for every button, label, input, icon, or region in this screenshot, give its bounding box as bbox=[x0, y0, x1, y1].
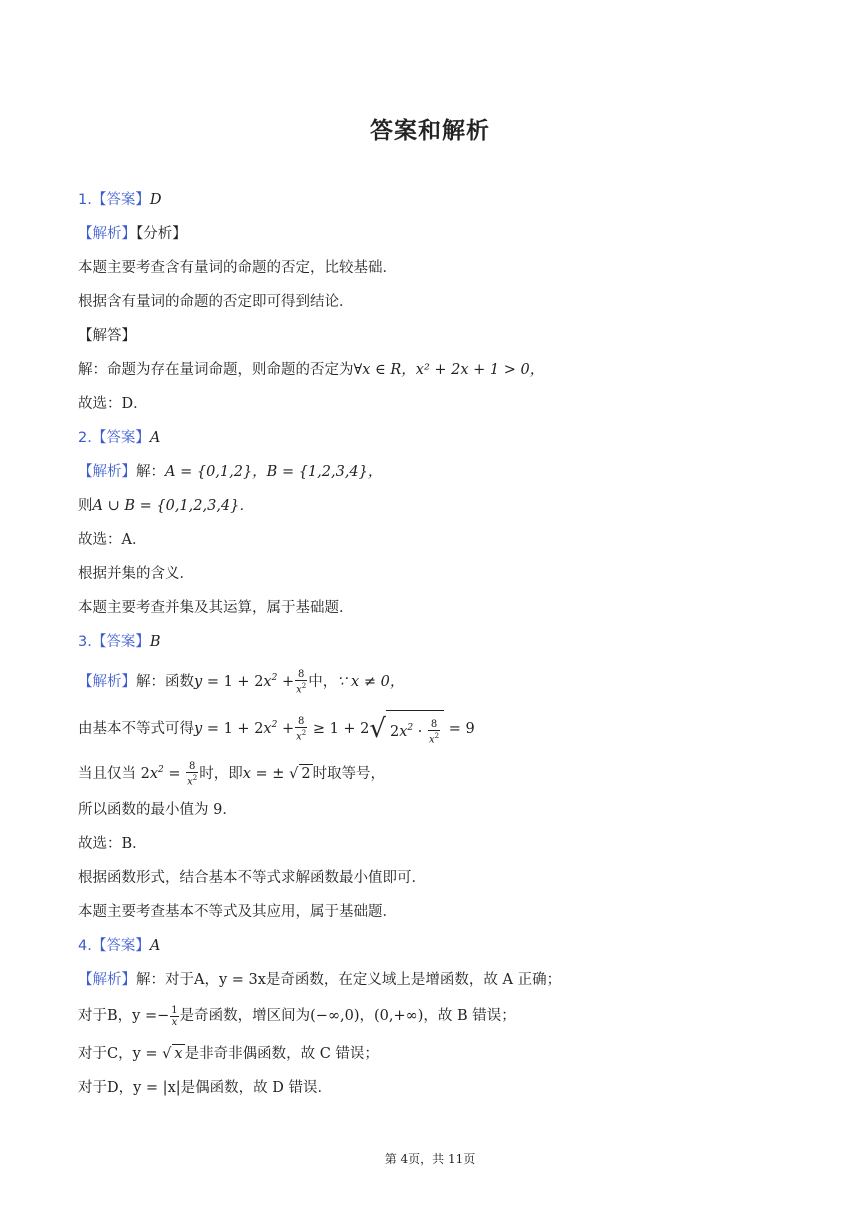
q3-equality-line bbox=[78, 758, 798, 787]
q4-analysis-tag: 【解析】 bbox=[78, 972, 136, 988]
q3-function-line bbox=[78, 666, 798, 695]
q3-x-value-math: x = ± √ 2 bbox=[242, 765, 311, 782]
q1-answer-line bbox=[78, 190, 798, 210]
sqrt-symbol: √ $2x^2$ · $\frac{8}{x^2}$ bbox=[369, 710, 444, 748]
q3-condition-math: ∵ x ≠ 0， bbox=[337, 673, 405, 690]
q1-number: 1. bbox=[78, 192, 92, 208]
q4-number: 4. bbox=[78, 938, 92, 954]
fraction: $\frac{8}{x^2}$ bbox=[296, 668, 307, 695]
q3-text-line: 根据函数形式，结合基本不等式求解函数最小值即可． bbox=[78, 870, 426, 886]
fraction: $\frac{8}{x^2}$ bbox=[296, 715, 307, 743]
q3-text: 解：函数 bbox=[136, 673, 194, 690]
q3-equality-math: $2x^2$ = $\frac{8}{x^2}$ bbox=[140, 760, 198, 787]
q2-text-line: 本题主要考查并集及其运算，属于基础题． bbox=[78, 600, 354, 616]
q3-inequality-math: $y = 1 + 2x^2$ + $\frac{8}{x^2}$ ≥ 1 + 2√ $2x^2$ · $\frac{8}{x^2}$ = 9 bbox=[194, 721, 475, 737]
q3-text: 中， bbox=[308, 673, 338, 690]
q1-text-line: 根据含有量词的命题的否定即可得到结论． bbox=[78, 294, 354, 310]
q1-choice-line: 故选：D． bbox=[78, 396, 148, 412]
q4-option-a-line bbox=[78, 970, 798, 990]
q2-solution-line bbox=[78, 462, 798, 482]
q3-number: 3. bbox=[78, 634, 92, 650]
q3-text-line: 本题主要考查基本不等式及其应用，属于基础题． bbox=[78, 904, 397, 920]
q4-option-b-line bbox=[78, 1004, 798, 1028]
q4-answer: A bbox=[149, 938, 161, 954]
page-title: 答案和解析 bbox=[370, 118, 490, 144]
q4-option-c-text: 是非奇非偶函数，故 C 错误； bbox=[184, 1046, 379, 1062]
q1-answer-tag: 【答案】 bbox=[91, 192, 150, 208]
q1-fenxi-tag: 【分析】 bbox=[136, 226, 187, 242]
q3-function-math: $y = 1 + 2x^2$ + $\frac{8}{x^2}$ bbox=[194, 668, 307, 695]
q2-answer: A bbox=[149, 430, 161, 446]
q4-answer-tag: 【答案】 bbox=[91, 938, 150, 954]
q3-text: 当且仅当 bbox=[78, 765, 141, 782]
q2-union-line bbox=[78, 496, 798, 516]
q4-option-d-line: 对于D，y = |x|是偶函数，故 D 错误． bbox=[78, 1080, 332, 1096]
q3-answer-line bbox=[78, 632, 798, 652]
q3-text: 时取等号， bbox=[312, 765, 386, 782]
q3-answer: B bbox=[149, 634, 161, 650]
q4-answer-line bbox=[78, 936, 798, 956]
q1-analysis-tags bbox=[78, 224, 798, 244]
q1-solution-math: ∀x ∈ R，x² + 2x + 1 > 0， bbox=[353, 362, 545, 378]
q2-analysis-tag: 【解析】 bbox=[78, 464, 136, 480]
q4-option-c-text: 对于C，y = bbox=[78, 1046, 158, 1062]
page-footer: 第 4页，共 11页 bbox=[384, 1152, 476, 1166]
q2-text-line: 根据并集的含义． bbox=[78, 566, 194, 582]
q3-choice-line: 故选：B． bbox=[78, 836, 147, 852]
q3-inequality-line bbox=[78, 710, 798, 748]
q1-solution-text: 解：命题为存在量词命题，则命题的否定为 bbox=[78, 362, 354, 378]
q1-answer: D bbox=[149, 192, 162, 208]
q2-answer-line bbox=[78, 428, 798, 448]
q2-choice-line: 故选：A． bbox=[78, 532, 147, 548]
q4-option-a-text: 解：对于A，y = 3x是奇函数，在定义域上是增函数，故 A 正确； bbox=[136, 972, 562, 988]
q3-result: = 9 bbox=[448, 720, 475, 737]
q4-option-b-text: 是奇函数，增区间为(−∞,0)，(0,+∞)，故 B 错误； bbox=[179, 1008, 516, 1024]
q3-text-line: 所以函数的最小值为 9． bbox=[78, 802, 237, 818]
q2-answer-tag: 【答案】 bbox=[91, 430, 150, 446]
q1-solution-line bbox=[78, 360, 798, 380]
q2-solution-math: A = {0,1,2}，B = {1,2,3,4}， bbox=[165, 464, 383, 480]
fraction: $\frac{1}{x}$ bbox=[171, 1004, 178, 1028]
q2-union-math: A ∪ B = {0,1,2,3,4}． bbox=[92, 498, 254, 514]
q1-text-line: 本题主要考查含有量词的命题的否定，比较基础． bbox=[78, 260, 397, 276]
q4-option-b-text: 对于B，y =− bbox=[78, 1008, 170, 1024]
q2-solution-text: 解： bbox=[136, 464, 165, 480]
q3-analysis-tag: 【解析】 bbox=[78, 673, 136, 690]
q2-union-text: 则 bbox=[78, 498, 93, 514]
sqrt-symbol: √ bbox=[162, 1046, 172, 1062]
q3-text: 由基本不等式可得 bbox=[78, 720, 194, 737]
q1-analysis-tag: 【解析】 bbox=[78, 226, 136, 242]
q3-text: 时，即 bbox=[199, 765, 243, 782]
q3-answer-tag: 【答案】 bbox=[91, 634, 150, 650]
q4-option-c-line: 对于C，y = √ x 是非奇非偶函数，故 C 错误； bbox=[78, 1046, 379, 1062]
q2-number: 2. bbox=[78, 430, 92, 446]
q1-jieda-tag: 【解答】 bbox=[78, 328, 136, 344]
